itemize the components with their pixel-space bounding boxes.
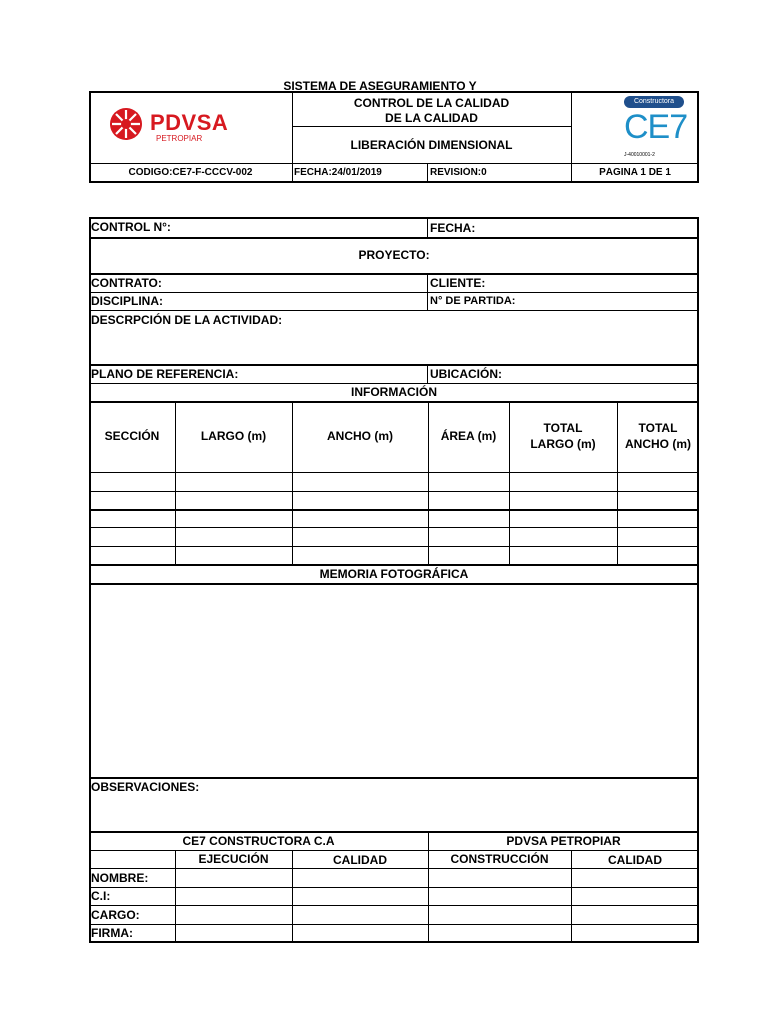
ce7-logo	[620, 96, 690, 160]
discipline-label: DISCIPLINA:	[91, 294, 163, 308]
sign-col-quality-left: CALIDAD	[333, 853, 387, 867]
document-revision: REVISIÓN:0	[430, 167, 487, 178]
information-heading: INFORMACIÓN	[351, 385, 437, 399]
reference-plan-label: PLANO DE REFERENCIA:	[91, 367, 239, 381]
pdvsa-sun-icon	[108, 106, 144, 142]
sign-col-execution: EJECUCIÓN	[198, 852, 269, 866]
pdvsa-brand: PDVSA	[150, 110, 229, 135]
ce7-badge: Constructora	[624, 96, 684, 108]
observations-field[interactable]	[91, 797, 697, 830]
photo-area[interactable]	[91, 585, 697, 775]
sign-row-name: NOMBRE:	[91, 871, 149, 885]
contract-label: CONTRATO:	[91, 276, 162, 290]
activity-description-label: DESCRPCIÓN DE LA ACTIVIDAD:	[91, 313, 283, 327]
document-date: FECHA:24/01/2019	[294, 167, 382, 178]
pdvsa-sub: PETROPIAR	[156, 134, 203, 143]
location-label: UBICACIÓN:	[430, 367, 502, 381]
item-number-label: N° DE PARTIDA:	[430, 295, 516, 307]
ce7-rif: J-40010001-2	[624, 152, 655, 158]
sign-row-id: C.I:	[91, 889, 111, 903]
company-right: PDVSA PETROPIAR	[506, 834, 621, 848]
sign-row-signature: FIRMA:	[91, 926, 133, 940]
date-label: FECHA:	[430, 221, 476, 235]
column-header-width: ANCHO (m)	[327, 429, 393, 443]
observations-label: OBSERVACIONES:	[91, 780, 200, 794]
column-header-section: SECCIÓN	[104, 429, 160, 443]
project-label: PROYECTO:	[358, 248, 430, 262]
document-title-line2: CONTROL DE LA CALIDAD	[353, 96, 510, 110]
company-left: CE7 CONSTRUCTORA C.A	[182, 834, 335, 848]
ce7-mark: CE7	[624, 108, 688, 146]
sign-row-position: CARGO:	[91, 908, 140, 922]
document-page: PÁGINA 1 DE 1	[599, 167, 671, 178]
document-title-line3: DE LA CALIDAD	[385, 111, 478, 125]
sign-col-construction: CONSTRUCCIÓN	[450, 852, 549, 866]
client-label: CLIENTE:	[430, 276, 486, 290]
control-number-label: CONTROL N°:	[91, 220, 171, 234]
sign-col-quality-right: CALIDAD	[608, 853, 662, 867]
document-code: CODIGO:CE7-F-CCCV-002	[128, 167, 253, 178]
document-subtitle: LIBERACIÓN DIMENSIONAL	[350, 138, 513, 152]
photo-memory-heading: MEMORIA FOTOGRÁFICA	[319, 567, 469, 581]
document-title-line1: SISTEMA DE ASEGURAMIENTO Y	[283, 79, 477, 93]
column-header-length: LARGO (m)	[200, 429, 267, 443]
column-header-total-length: TOTAL LARGO (m)	[530, 421, 596, 451]
column-header-area: ÁREA (m)	[440, 429, 497, 443]
pdvsa-logo	[108, 106, 238, 146]
column-header-total-width: TOTAL ANCHO (m)	[625, 421, 691, 451]
